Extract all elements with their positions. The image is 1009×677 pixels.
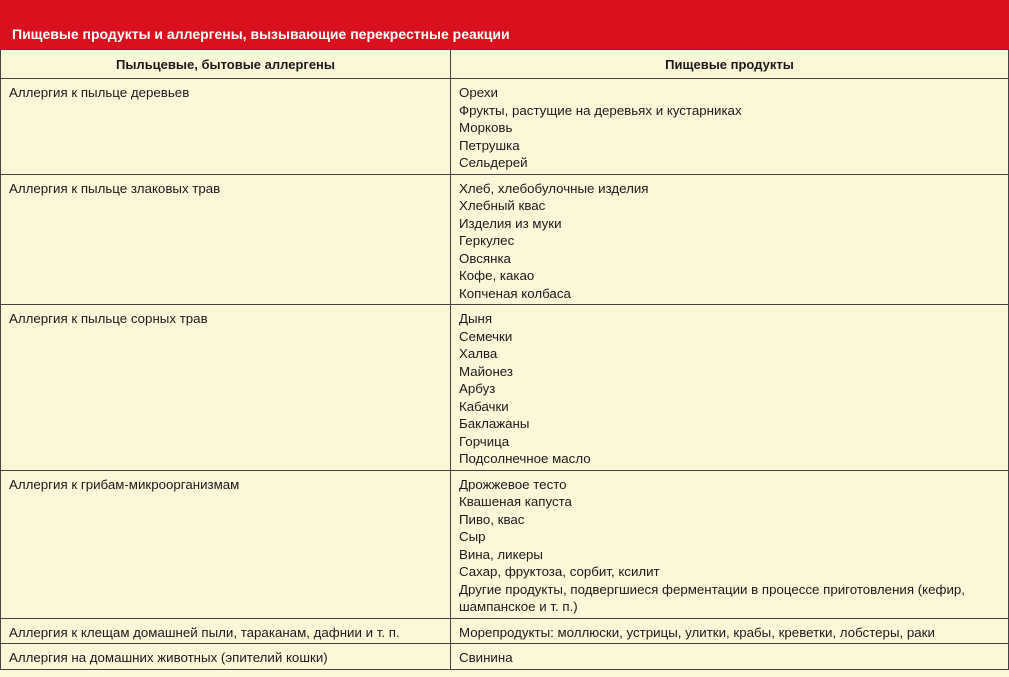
table-row <box>1 79 1009 175</box>
food-item: Морепродукты: моллюски, устрицы, улитки, крабы, креветки, лобстеры, раки <box>459 624 935 640</box>
food-item: Баклажаны <box>459 416 530 431</box>
table-row <box>1 470 1009 618</box>
food-item: Семечки <box>459 328 513 344</box>
food-item: Хлебный квас <box>459 198 546 213</box>
food-item: Сахар, фруктоза, сорбит, ксилит <box>459 564 660 579</box>
foods-cell <box>451 470 1009 618</box>
food-item: Другие продукты, подвергшиеся ферментации в процессе приготовления (кефир, шампанское и т. п.) <box>459 581 965 614</box>
table-row <box>1 618 1009 644</box>
food-item: Пиво, квас <box>459 511 525 527</box>
foods-cell <box>451 644 1009 670</box>
foods-cell <box>451 618 1009 644</box>
food-item: Фрукты, растущие на деревьях и кустарниках <box>459 102 742 118</box>
food-item: Дыня <box>459 311 493 326</box>
foods-cell <box>451 79 1009 175</box>
table-row <box>1 644 1009 670</box>
food-item: Орехи <box>459 85 498 100</box>
allergen-cell: Аллергия к пыльце сорных трав <box>1 305 451 471</box>
food-item: Подсолнечное масло <box>459 451 591 466</box>
allergen-cell: Аллергия на домашних животных (эпителий кошки) <box>1 644 451 670</box>
food-item: Вина, ликеры <box>459 546 543 562</box>
food-item: Сельдерей <box>459 155 528 170</box>
table-body <box>1 79 1009 670</box>
food-item: Горчица <box>459 433 510 449</box>
allergen-cell: Аллергия к пыльце деревьев <box>1 79 451 175</box>
food-item: Геркулес <box>459 233 515 248</box>
food-item: Квашеная капуста <box>459 494 572 509</box>
table-header-row <box>1 50 1009 79</box>
food-item: Халва <box>459 346 498 361</box>
foods-cell <box>451 305 1009 471</box>
allergen-cell: Аллергия к пыльце злаковых трав <box>1 174 451 305</box>
food-item: Копченая колбаса <box>459 285 571 301</box>
food-item: Кофе, какао <box>459 268 535 283</box>
allergen-cell: Аллергия к клещам домашней пыли, тараканам, дафнии и т. п. <box>1 618 451 644</box>
table-row <box>1 174 1009 305</box>
food-item: Дрожжевое тесто <box>459 476 567 492</box>
food-item: Арбуз <box>459 381 496 396</box>
column-header-foods: Пищевые продукты <box>451 50 1009 79</box>
column-header-allergens: Пыльцевые, бытовые аллергены <box>1 50 451 79</box>
food-item: Петрушка <box>459 137 520 153</box>
foods-cell <box>451 174 1009 305</box>
cross-reaction-table <box>0 49 1009 670</box>
food-item: Морковь <box>459 120 513 135</box>
food-item: Сыр <box>459 529 486 544</box>
food-item: Свинина <box>459 650 513 665</box>
table-title: Пищевые продукты и аллергены, вызывающие перекрестные реакции <box>0 20 1009 49</box>
food-item: Овсянка <box>459 250 511 266</box>
allergen-cell: Аллергия к грибам-микроорганизмам <box>1 470 451 618</box>
food-item: Изделия из муки <box>459 215 562 231</box>
food-item: Хлеб, хлебобулочные изделия <box>459 180 649 196</box>
top-red-band <box>0 0 1009 20</box>
table-row <box>1 305 1009 471</box>
food-item: Майонез <box>459 363 513 379</box>
food-item: Кабачки <box>459 398 509 414</box>
